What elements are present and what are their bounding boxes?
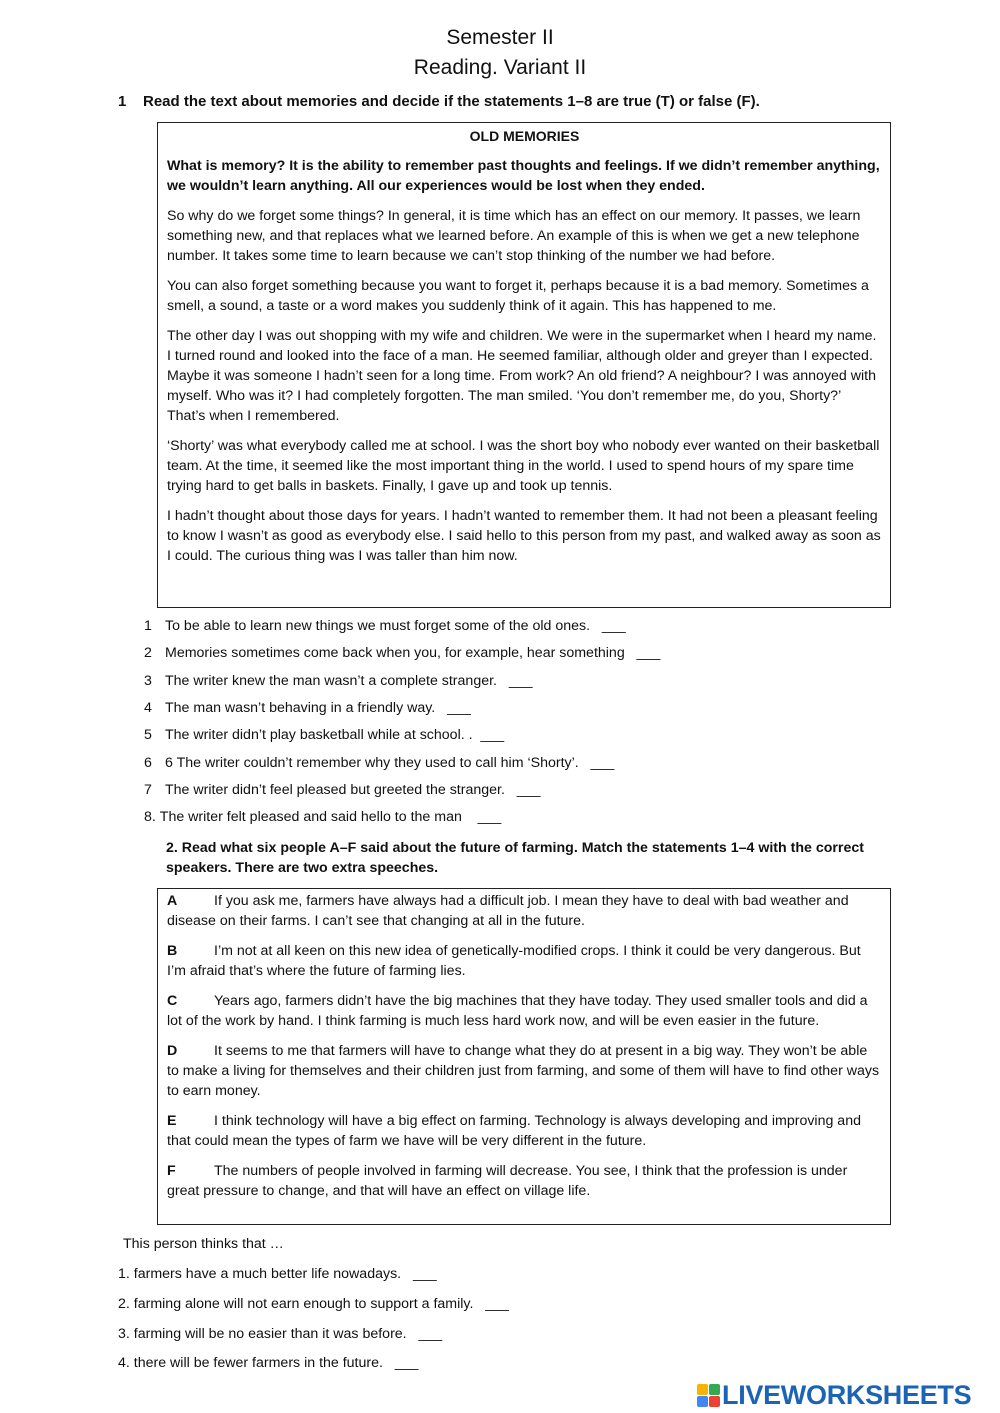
answer-blank[interactable]: ___ bbox=[601, 618, 626, 634]
statement-3: 3 The writer knew the man wasn’t a complete stranger. ___ bbox=[144, 673, 533, 689]
answer-blank[interactable]: ___ bbox=[477, 809, 502, 825]
speech-e: E I think technology will have a big effect on farming. Technology is always developing and improving and that could mean the types of farm we have will be very different in the future. bbox=[167, 1113, 861, 1149]
answer-blank[interactable]: ___ bbox=[418, 1326, 443, 1342]
liveworksheets-logo[interactable] bbox=[697, 1378, 971, 1412]
farming-speeches-box bbox=[157, 888, 891, 1225]
logo-square bbox=[697, 1384, 708, 1395]
answer-blank[interactable]: ___ bbox=[590, 755, 615, 771]
speech-c: C Years ago, farmers didn’t have the big machines that they have today. They used smaller tools and did a lot of the work by hand. I think farming is much less hard work now, and will be even easier in the future. bbox=[167, 993, 868, 1029]
paragraph-1: What is memory? It is the ability to remember past thoughts and feelings. If we didn’t remember anything, we wouldn’t learn anything. All our experiences would be lost when they ended. bbox=[167, 158, 880, 194]
logo-text: LIVEWORKSHEETS bbox=[722, 1379, 972, 1410]
answer-blank[interactable]: ___ bbox=[447, 700, 471, 716]
answer-blank[interactable]: ___ bbox=[636, 645, 661, 661]
statement-4: 4 The man wasn’t behaving in a friendly way. ___ bbox=[144, 700, 471, 716]
speech-f: F The numbers of people involved in farming will decrease. You see, I think that the profession is under great pressure to change, and that will have an effect on village life. bbox=[167, 1163, 848, 1199]
task1-number: 1 bbox=[118, 93, 127, 110]
paragraph-3: You can also forget something because you want to forget it, perhaps because it is a bad memory. Sometimes a smell, a sound, a taste or a word makes you suddenly think of it again. This has happened to me. bbox=[167, 278, 869, 314]
speech-a: A If you ask me, farmers have always had a difficult job. I mean they have to deal with bad weather and disease on their farms. I can’t see that changing at all in the future. bbox=[167, 893, 849, 929]
statement-8: 8. The writer felt pleased and said hello to the man ___ bbox=[144, 809, 502, 825]
statement-5: 5 The writer didn’t play basketball while at school. . ___ bbox=[144, 727, 505, 743]
answer-blank[interactable]: ___ bbox=[516, 782, 541, 798]
task1-heading bbox=[118, 92, 760, 112]
question-2: 2. farming alone will not earn enough to support a family. ___ bbox=[118, 1296, 509, 1312]
page-subtitle: Reading. Variant II bbox=[413, 56, 587, 79]
question-4: 4. there will be fewer farmers in the future. ___ bbox=[118, 1355, 419, 1371]
question-3: 3. farming will be no easier than it was before. ___ bbox=[118, 1326, 443, 1342]
answer-blank[interactable]: ___ bbox=[485, 1296, 509, 1312]
memories-text-box bbox=[157, 122, 891, 608]
paragraph-5: ‘Shorty’ was what everybody called me at school. I was the short boy who nobody ever wanted on their basketball team. At the time, it seemed like the most important thing in the world. I used to spend hours of my spare time trying hard to get balls in baskets. Finally, I gave up and took up tennis. bbox=[167, 438, 880, 494]
logo-square bbox=[709, 1384, 720, 1395]
task2-heading: 2. Read what six people A–F said about the future of farming. Match the statements 1–4 with the correct speakers. There are two extra speeches. bbox=[166, 840, 864, 876]
answer-blank[interactable]: ___ bbox=[508, 673, 533, 689]
text-title: OLD MEMORIES bbox=[469, 128, 580, 144]
answer-blank[interactable]: ___ bbox=[412, 1266, 437, 1282]
answer-blank[interactable]: ___ bbox=[394, 1355, 419, 1371]
logo-square bbox=[709, 1396, 720, 1407]
paragraph-6: I hadn’t thought about those days for years. I hadn’t wanted to remember them. It had not been a pleasant feeling to know I wasn’t as good as everybody else. I said hello to this person from my past, and walked away as soon as I could. The curious thing was I was taller than him now. bbox=[167, 508, 881, 564]
statement-6: 6 6 The writer couldn’t remember why they used to call him ‘Shorty’. ___ bbox=[144, 755, 615, 771]
statement-1: 1 To be able to learn new things we must forget some of the old ones. ___ bbox=[144, 618, 626, 634]
logo-mark-icon bbox=[697, 1384, 720, 1407]
speech-d: D It seems to me that farmers will have to change what they do at present in a big way. They won’t be able to make a living for themselves and their children just from farming, and some of them will have to find other ways to earn money. bbox=[167, 1043, 880, 1099]
logo-square bbox=[697, 1396, 708, 1407]
answer-blank[interactable]: ___ bbox=[480, 727, 505, 743]
statement-2: 2 Memories sometimes come back when you, for example, hear something ___ bbox=[144, 645, 661, 661]
question-1: 1. farmers have a much better life nowadays. ___ bbox=[118, 1266, 437, 1282]
speech-b: B I’m not at all keen on this new idea of genetically-modified crops. I think it could be very dangerous. But I’m afraid that’s where the future of farming lies. bbox=[167, 943, 861, 979]
task1-instruction: Read the text about memories and decide if the statements 1–8 are true (T) or false (F). bbox=[143, 93, 760, 110]
paragraph-4: The other day I was out shopping with my wife and children. We were in the supermarket when I heard my name. I turned round and looked into the face of a man. He seemed familiar, although older and greyer than I expected. Maybe it was someone I hadn’t seen for a long time. From work? An old friend? A neighbour? I was annoyed with myself. Who was it? I had completely forgotten. The man smiled. ‘You don’t remember me, do you, Shorty?’ That’s when I remembered. bbox=[167, 328, 877, 424]
task2-intro: This person thinks that … bbox=[123, 1236, 284, 1252]
statement-7: 7 The writer didn’t feel pleased but greeted the stranger. ___ bbox=[144, 782, 541, 798]
page-title: Semester II bbox=[446, 26, 554, 49]
paragraph-2: So why do we forget some things? In general, it is time which has an effect on our memory. It passes, we learn something new, and that replaces what we learned before. An example of this is when we get a new telephone number. It takes some time to learn because we can’t stop thinking of the number we had before. bbox=[167, 208, 861, 264]
